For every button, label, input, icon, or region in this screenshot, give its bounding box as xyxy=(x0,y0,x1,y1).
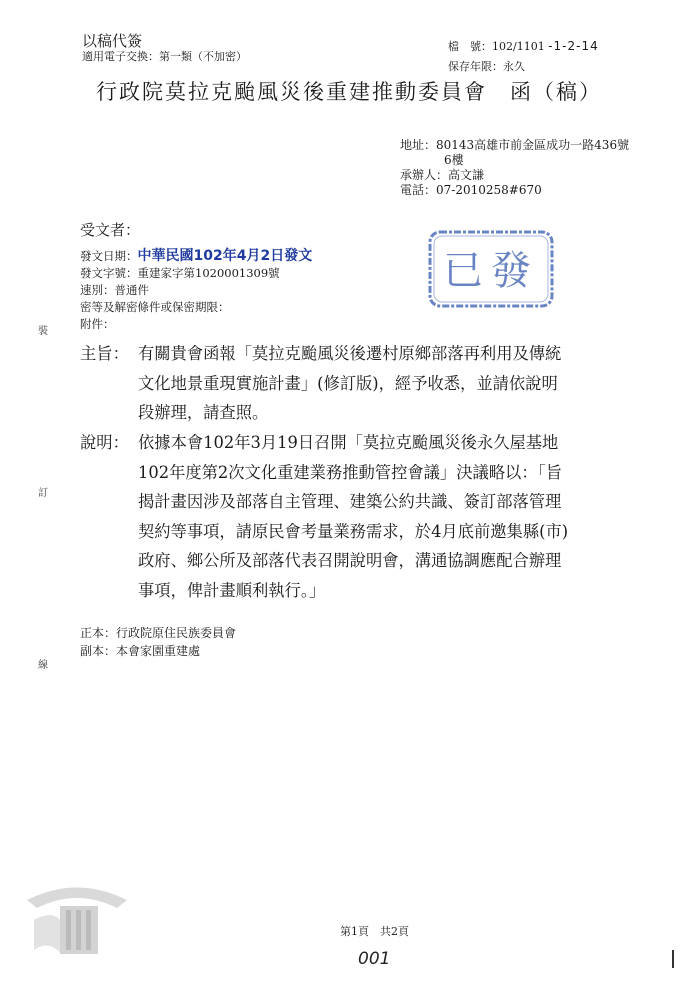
file-number xyxy=(448,38,599,54)
explanation-label: 說明： xyxy=(80,433,129,452)
binding-mark-bottom: 線 xyxy=(38,660,48,671)
subject-section xyxy=(80,339,561,428)
file-number-handwritten: -1-2-14 xyxy=(548,39,599,53)
security-line: 密等及解密條件或保密期限： xyxy=(80,300,230,314)
handler-line: 承辦人：高文謙 xyxy=(400,168,485,182)
copy-recipient: 副本：本會家園重建處 xyxy=(80,644,201,658)
address-line-2: 6樓 xyxy=(444,153,464,167)
date-stamp: 中華民國102年4月2日發文 xyxy=(137,248,313,264)
exchange-category: 適用電子交換：第一類（不加密） xyxy=(82,50,247,63)
date-row xyxy=(80,248,312,265)
meta-block xyxy=(80,248,312,333)
retention-period: 保存年限：永久 xyxy=(448,60,525,73)
subject-line-1: 有關貴會函報「莫拉克颱風災後遷村原鄉部落再利用及傳統 xyxy=(138,344,562,363)
phone-line: 電話：07-2010258#670 xyxy=(400,183,542,197)
subject-line-3: 段辦理，請查照。 xyxy=(138,403,269,422)
file-number-label: 檔 號：102/1101 xyxy=(448,40,545,53)
date-label: 發文日期： xyxy=(80,249,138,263)
distribution-block xyxy=(80,624,236,660)
address-line: 地址：80143高雄市前金區成功一路436號 xyxy=(400,138,630,152)
speed-line: 速別：普通件 xyxy=(80,283,149,297)
explanation-line-6: 事項，俾計畫順利執行。」 xyxy=(138,580,326,600)
stamp-text: 已發 xyxy=(443,248,539,294)
subject-label: 主旨： xyxy=(80,344,129,363)
explanation-section xyxy=(80,428,568,605)
watermark-logo-icon xyxy=(22,880,132,960)
document-type-label: 以稿代簽 xyxy=(82,32,143,50)
attachment-line: 附件： xyxy=(80,317,115,331)
page-number: 第1頁 共2頁 xyxy=(340,925,409,938)
subject-line-2: 文化地景重現實施計畫」(修訂版)，經予收悉，並請依說明 xyxy=(138,373,558,393)
explanation-line-1: 依據本會102年3月19日召開「莫拉克颱風災後永久屋基地 xyxy=(138,433,559,452)
original-recipient: 正本：行政院原住民族委員會 xyxy=(80,626,237,640)
recipient-label: 受文者： xyxy=(80,221,141,239)
edge-mark xyxy=(672,950,674,968)
contact-block xyxy=(400,138,629,198)
document-title: 行政院莫拉克颱風災後重建推動委員會 函（稿） xyxy=(96,80,602,104)
binding-mark-top: 裝 xyxy=(38,326,48,337)
handwritten-page-number: 001 xyxy=(358,949,391,969)
explanation-line-2: 102年度第2次文化重建業務推動管控會議」決議略以：「旨 xyxy=(138,462,563,482)
explanation-line-5: 政府、鄉公所及部落代表召開說明會，溝通協調應配合辦理 xyxy=(138,551,562,570)
binding-mark-middle: 訂 xyxy=(38,488,48,499)
explanation-line-3: 揭計畫因涉及部落自主管理、建築公約共識、簽訂部落管理 xyxy=(138,492,562,511)
explanation-line-4: 契約等事項，請原民會考量業務需求，於4月底前邀集縣(市) xyxy=(138,521,569,541)
issued-stamp xyxy=(427,229,555,309)
reference-number: 發文字號：重建家字第1020001309號 xyxy=(80,266,280,280)
